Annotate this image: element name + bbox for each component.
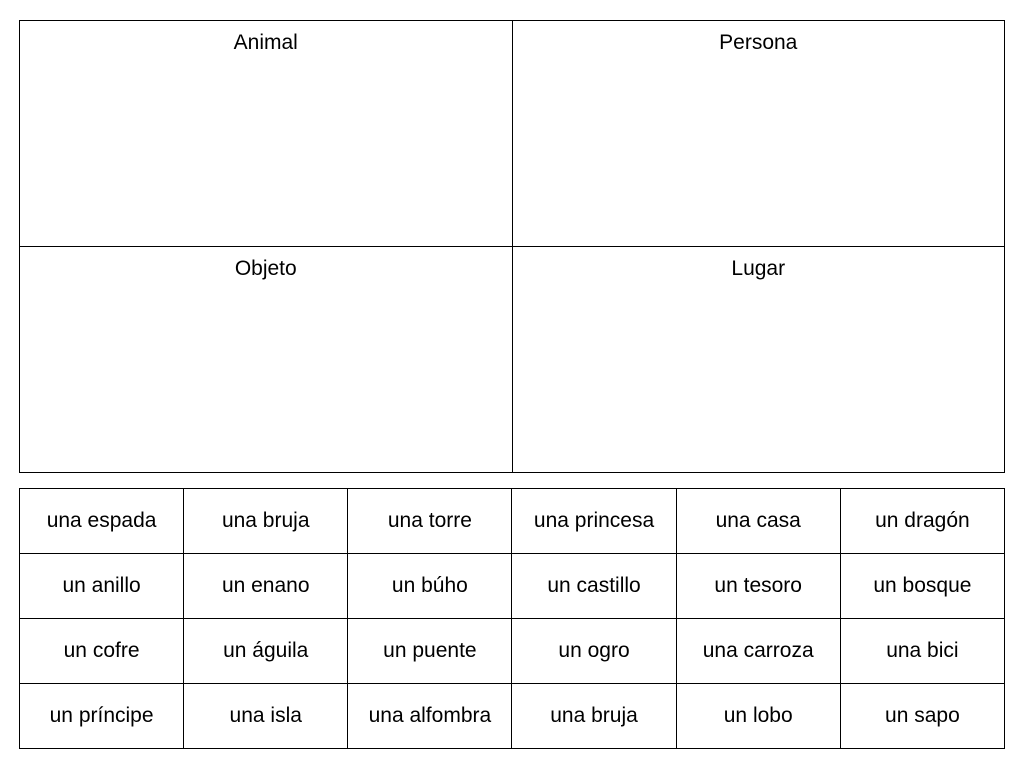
word-card[interactable]: una alfombra: [348, 684, 512, 749]
word-card[interactable]: un cofre: [20, 619, 184, 684]
category-box-objeto[interactable]: [20, 247, 513, 473]
word-row: [20, 489, 1005, 554]
word-card[interactable]: una torre: [348, 489, 512, 554]
word-card[interactable]: una bruja: [512, 684, 676, 749]
word-card[interactable]: una isla: [184, 684, 348, 749]
word-card[interactable]: un lobo: [676, 684, 840, 749]
word-grid: [19, 488, 1005, 749]
word-card[interactable]: una princesa: [512, 489, 676, 554]
category-label: Animal: [233, 31, 298, 54]
word-card[interactable]: un dragón: [840, 489, 1004, 554]
word-card[interactable]: una casa: [676, 489, 840, 554]
word-row: [20, 554, 1005, 619]
word-card[interactable]: un sapo: [840, 684, 1004, 749]
word-card[interactable]: un príncipe: [20, 684, 184, 749]
word-row: [20, 684, 1005, 749]
word-card[interactable]: una espada: [20, 489, 184, 554]
word-card[interactable]: una carroza: [676, 619, 840, 684]
word-card[interactable]: un enano: [184, 554, 348, 619]
category-label: Lugar: [731, 257, 786, 280]
word-row: [20, 619, 1005, 684]
category-grid: [19, 20, 1005, 473]
category-box-persona[interactable]: [512, 21, 1005, 247]
category-label: Persona: [719, 31, 798, 54]
word-card[interactable]: un búho: [348, 554, 512, 619]
word-card[interactable]: un anillo: [20, 554, 184, 619]
word-card[interactable]: una bici: [840, 619, 1004, 684]
word-card[interactable]: un bosque: [840, 554, 1004, 619]
word-card[interactable]: un águila: [184, 619, 348, 684]
category-row: [20, 21, 1005, 247]
category-box-lugar[interactable]: [512, 247, 1005, 473]
word-card[interactable]: una bruja: [184, 489, 348, 554]
word-card[interactable]: un puente: [348, 619, 512, 684]
category-box-animal[interactable]: [20, 21, 513, 247]
word-card[interactable]: un castillo: [512, 554, 676, 619]
word-card[interactable]: un ogro: [512, 619, 676, 684]
word-card[interactable]: un tesoro: [676, 554, 840, 619]
category-label: Objeto: [234, 257, 297, 280]
category-row: [20, 247, 1005, 473]
